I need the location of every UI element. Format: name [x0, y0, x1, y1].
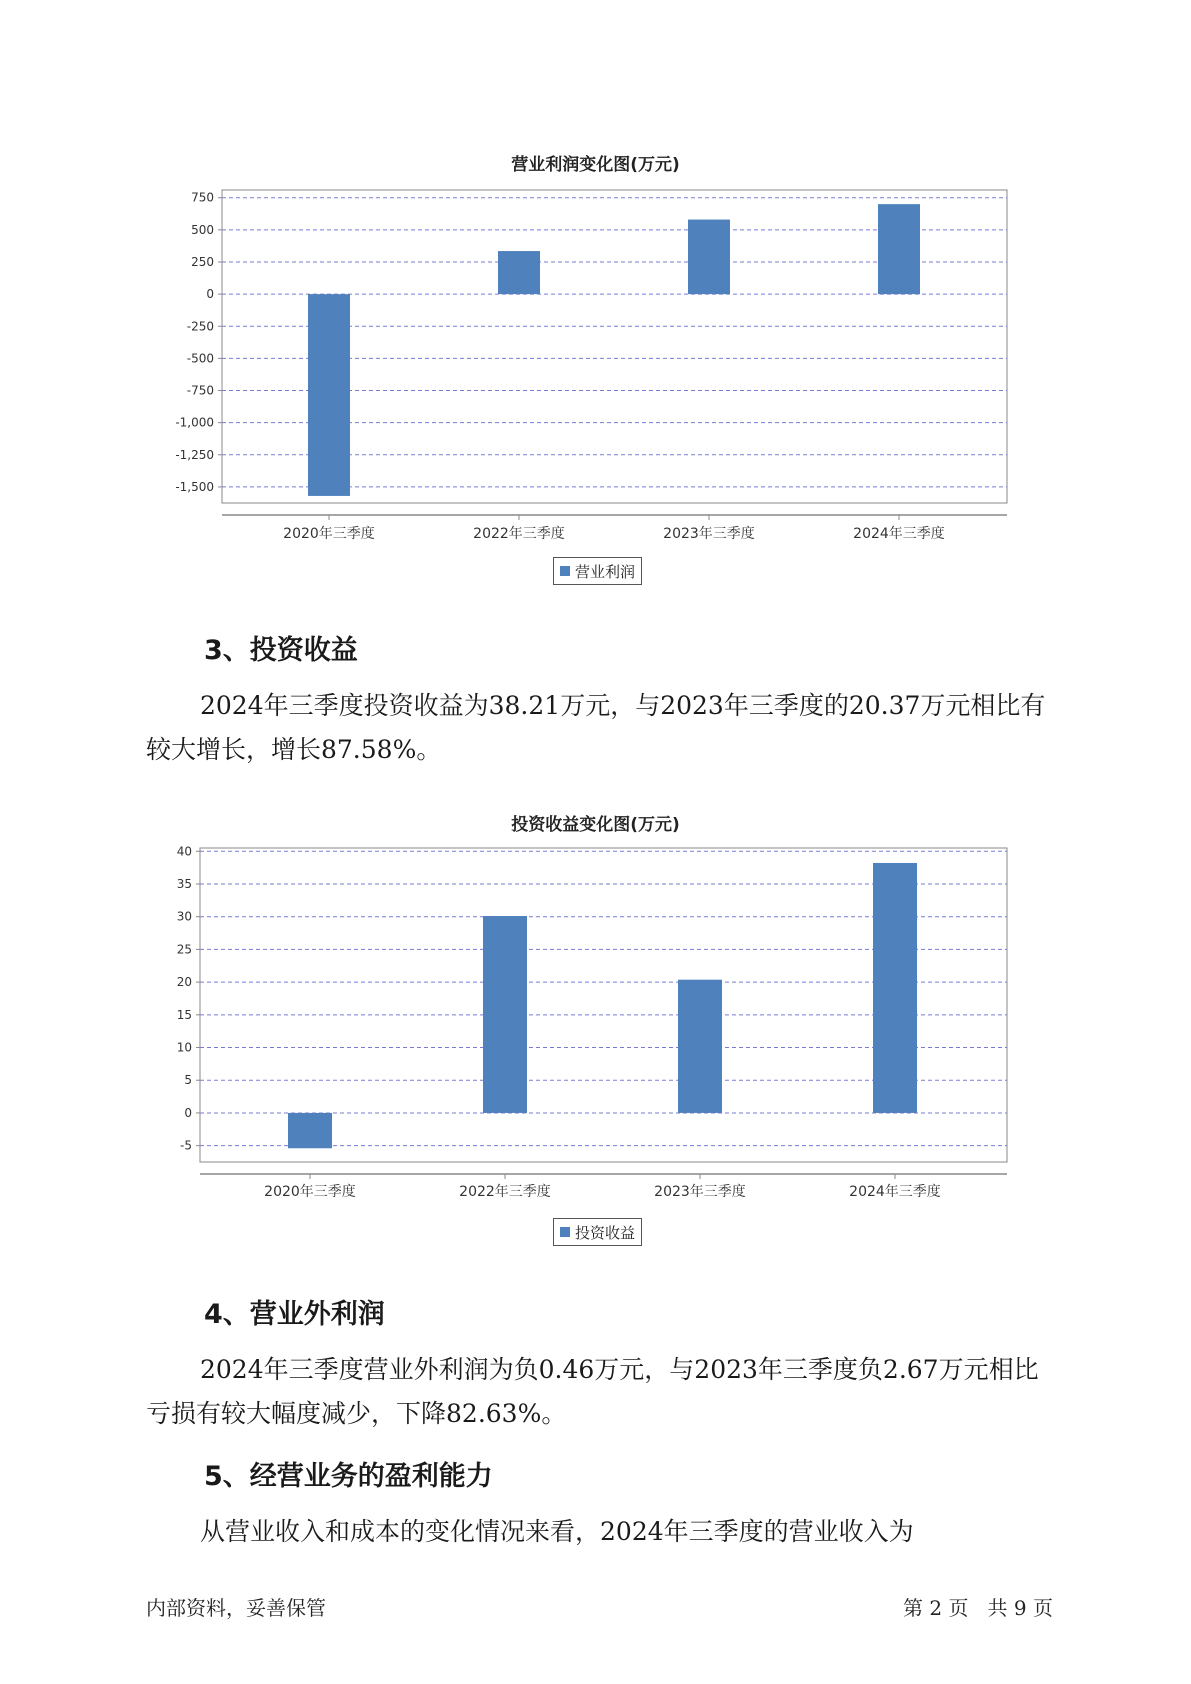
- x-tick-label: 2024年三季度: [849, 1184, 941, 1200]
- x-tick-label: 2020年三季度: [283, 526, 375, 542]
- y-tick-label: 500: [191, 222, 214, 237]
- y-tick-label: 750: [191, 190, 214, 205]
- y-tick-label: 250: [191, 254, 214, 269]
- x-tick-label: 2024年三季度: [853, 526, 945, 542]
- y-tick-label: -250: [186, 319, 214, 334]
- section-paragraph: 从营业收入和成本的变化情况来看，2024年三季度的营业收入为: [200, 1517, 914, 1546]
- y-tick-label: -500: [186, 351, 214, 366]
- section-heading: 5、经营业务的盈利能力: [204, 1461, 493, 1492]
- section-paragraph: 2024年三季度营业外利润为负0.46万元，与2023年三季度负2.67万元相比亏损有较大幅度减少，下降82.63%。: [146, 1355, 1039, 1428]
- section-paragraph: 2024年三季度投资收益为38.21万元，与2023年三季度的20.37万元相比有较大增长，增长87.58%。: [146, 691, 1046, 764]
- x-tick-label: 2022年三季度: [473, 526, 565, 542]
- section-heading: 4、营业外利润: [204, 1299, 385, 1330]
- legend-label: 投资收益: [575, 1223, 636, 1242]
- y-tick-label: 30: [176, 909, 192, 924]
- chart-title: 营业利润变化图(万元): [511, 155, 680, 175]
- chart-legend: [553, 1218, 642, 1246]
- y-tick-label: -1,500: [175, 479, 214, 494]
- y-tick-label: -1,250: [175, 447, 214, 462]
- bar: [873, 863, 917, 1113]
- y-tick-label: 40: [176, 844, 192, 859]
- legend-label: 营业利润: [575, 562, 636, 581]
- y-tick-label: 25: [176, 942, 192, 957]
- footer-page-number: 第 2 页 共 9 页: [903, 1596, 1053, 1620]
- bar: [288, 1113, 332, 1148]
- y-tick-label: 5: [184, 1073, 192, 1088]
- x-tick-label: 2020年三季度: [264, 1184, 356, 1200]
- section-heading: 3、投资收益: [204, 635, 358, 666]
- y-tick-label: -750: [186, 383, 214, 398]
- x-tick-label: 2023年三季度: [663, 526, 755, 542]
- y-tick-label: -1,000: [175, 415, 214, 430]
- legend-swatch: [560, 1227, 570, 1237]
- bar: [678, 980, 722, 1113]
- x-tick-label: 2022年三季度: [459, 1184, 551, 1200]
- y-tick-label: 35: [176, 876, 192, 891]
- x-tick-label: 2023年三季度: [654, 1184, 746, 1200]
- y-tick-label: -5: [180, 1138, 192, 1153]
- y-tick-label: 0: [206, 287, 214, 302]
- y-tick-label: 0: [184, 1105, 192, 1120]
- chart-title: 投资收益变化图(万元): [511, 815, 680, 835]
- bar: [483, 916, 527, 1113]
- y-tick-label: 10: [176, 1040, 192, 1055]
- y-tick-label: 15: [176, 1007, 192, 1022]
- y-tick-label: 20: [176, 975, 192, 990]
- footer-left: 内部资料，妥善保管: [146, 1596, 326, 1620]
